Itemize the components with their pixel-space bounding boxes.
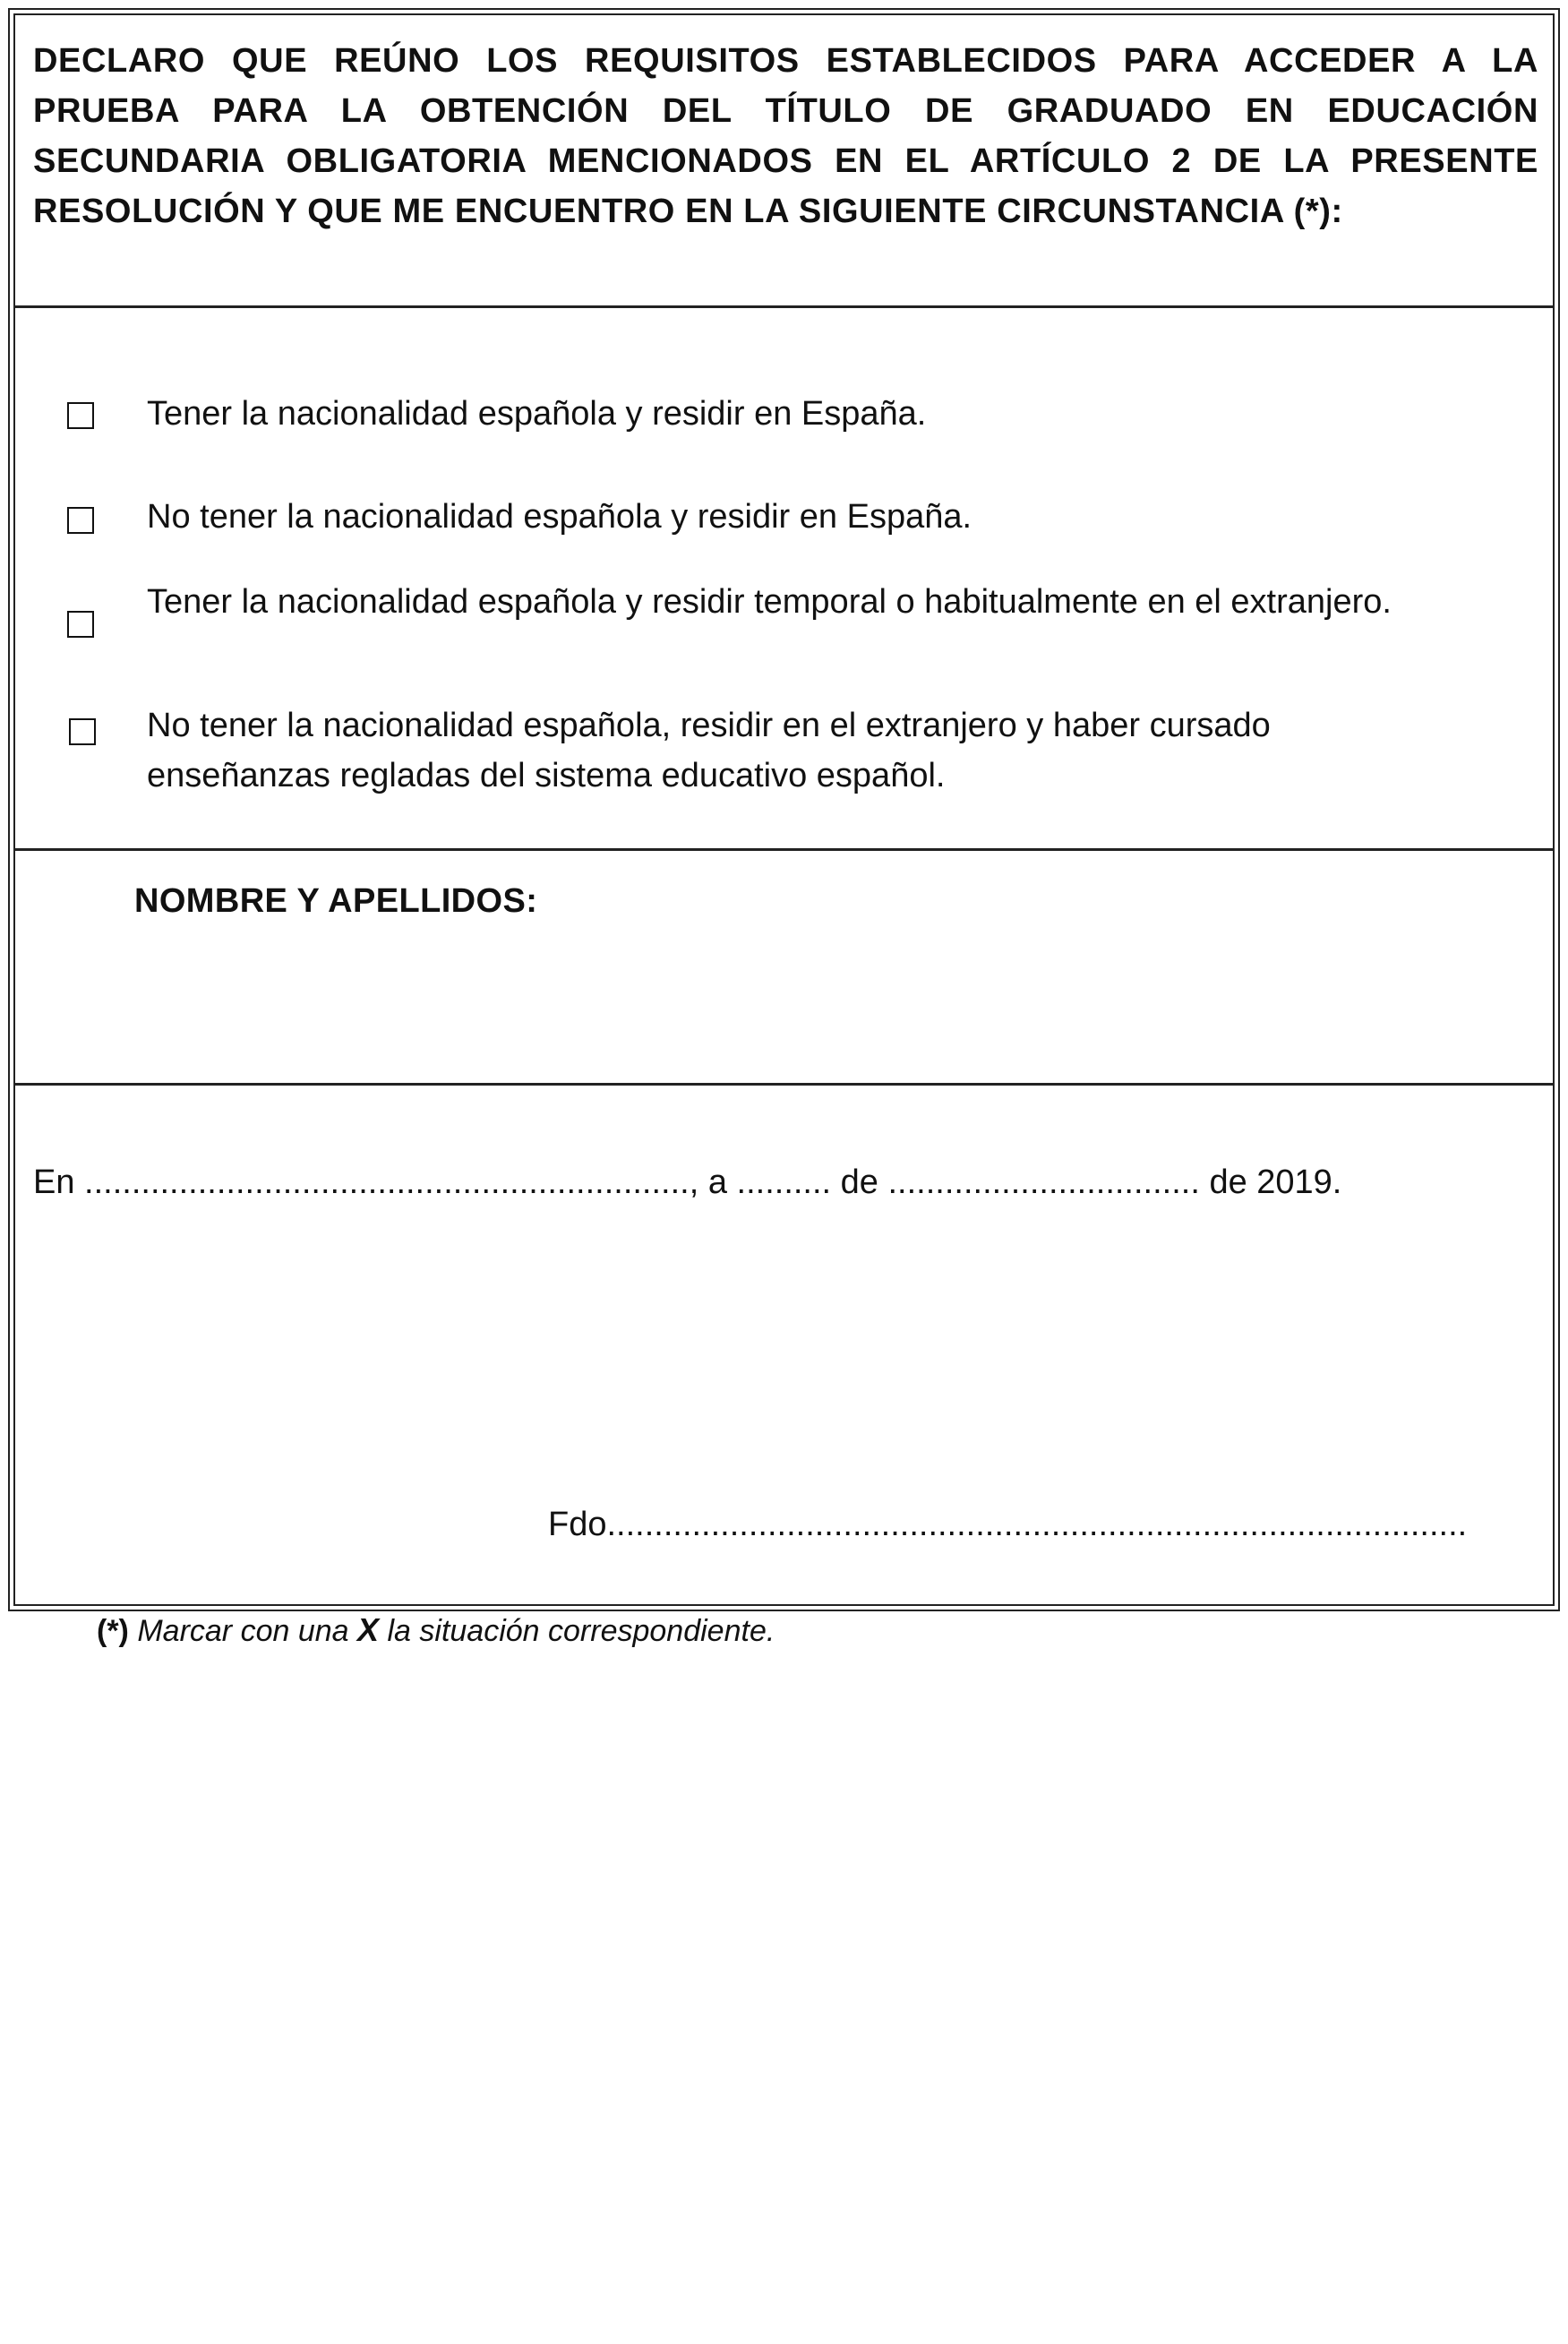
footnote-marker: (*) <box>97 1614 129 1648</box>
declaration-section <box>15 15 1553 308</box>
place-date-line[interactable]: En ................................................................, a .......... de ................................. de 2019. <box>33 1163 1342 1201</box>
signature-line[interactable]: Fdo........................................................................................... <box>548 1506 1468 1543</box>
declaration-form-inner <box>13 13 1555 1606</box>
name-section[interactable] <box>15 851 1553 1086</box>
option-checkbox-3[interactable] <box>67 611 94 638</box>
option-checkbox-4[interactable] <box>69 718 96 745</box>
footnote-text-before: Marcar con una <box>128 1614 358 1648</box>
option-checkbox-1[interactable] <box>67 402 94 429</box>
name-label: NOMBRE Y APELLIDOS: <box>134 882 538 920</box>
option-checkbox-2[interactable] <box>67 507 94 534</box>
option-label-2: No tener la nacionalidad española y residir en España. <box>147 498 973 536</box>
signature-section <box>15 1086 1553 1604</box>
declaration-form <box>8 8 1560 1611</box>
option-label-3: Tener la nacionalidad española y residir temporal o habitualmente en el extranjero. <box>147 583 1392 621</box>
circumstance-options <box>15 308 1553 851</box>
footnote-text-after: la situación correspondiente. <box>379 1614 775 1648</box>
option-label-4: No tener la nacionalidad española, residir en el extranjero y haber cursado enseñanzas regladas del sistema educativo español. <box>147 707 1271 794</box>
footnote <box>97 1605 775 1656</box>
footnote-x-mark: X <box>357 1611 380 1648</box>
option-label-1: Tener la nacionalidad española y residir en España. <box>147 395 927 433</box>
declaration-text: DECLARO QUE REÚNO LOS REQUISITOS ESTABLECIDOS PARA ACCEDER A LA PRUEBA PARA LA OBTENCIÓN DEL TÍTULO DE GRADUADO EN EDUCACIÓN SECUNDARIA OBLIGATORIA MENCIONADOS EN EL ARTÍCULO 2 DE LA PRESENTE RESOLUCIÓN Y QUE ME ENCUENTRO EN LA SIGUIENTE CIRCUNSTANCIA (*): <box>33 42 1538 230</box>
